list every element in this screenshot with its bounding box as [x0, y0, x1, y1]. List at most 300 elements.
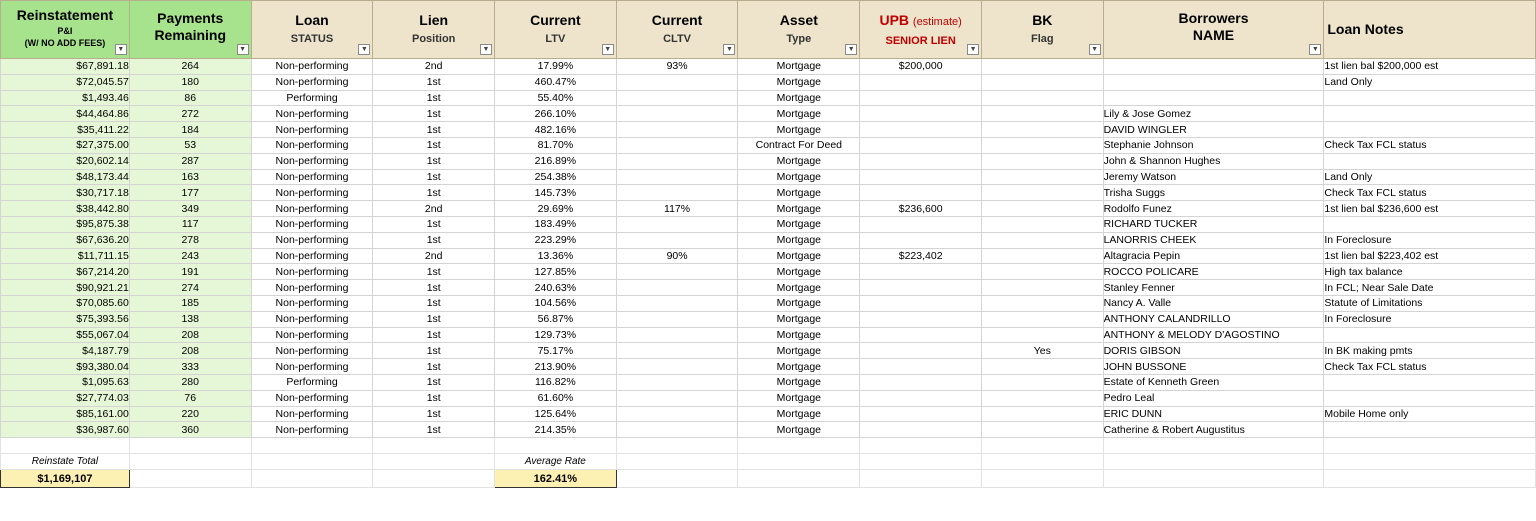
lien-position-cell[interactable]: 1st	[373, 106, 495, 122]
upb-cell[interactable]	[860, 74, 982, 90]
asset-type-cell[interactable]: Mortgage	[738, 390, 860, 406]
lien-position-cell[interactable]: 1st	[373, 422, 495, 438]
ltv-cell[interactable]: 223.29%	[495, 232, 617, 248]
cell[interactable]	[1324, 438, 1536, 454]
loan-notes-cell[interactable]: Land Only	[1324, 74, 1536, 90]
upb-cell[interactable]	[860, 185, 982, 201]
cell[interactable]	[373, 438, 495, 454]
dropdown-arrow-icon[interactable]: ▼	[845, 44, 857, 55]
lien-position-cell[interactable]: 1st	[373, 311, 495, 327]
loan-notes-cell[interactable]	[1324, 106, 1536, 122]
ltv-cell[interactable]: 55.40%	[495, 90, 617, 106]
payments-cell[interactable]: 272	[129, 106, 251, 122]
asset-type-cell[interactable]: Mortgage	[738, 90, 860, 106]
reinstatement-cell[interactable]: $27,375.00	[1, 137, 130, 153]
payments-cell[interactable]: 349	[129, 201, 251, 217]
dropdown-arrow-icon[interactable]: ▼	[115, 44, 127, 55]
loan-status-cell[interactable]: Non-performing	[251, 169, 373, 185]
asset-type-cell[interactable]: Mortgage	[738, 280, 860, 296]
loan-status-cell[interactable]: Non-performing	[251, 248, 373, 264]
dropdown-arrow-icon[interactable]: ▼	[967, 44, 979, 55]
ltv-cell[interactable]: 116.82%	[495, 374, 617, 390]
borrower-name-cell[interactable]: LANORRIS CHEEK	[1103, 232, 1324, 248]
upb-cell[interactable]	[860, 374, 982, 390]
cell[interactable]	[982, 470, 1104, 488]
payments-cell[interactable]: 274	[129, 280, 251, 296]
bk-flag-cell[interactable]	[982, 106, 1104, 122]
bk-flag-cell[interactable]	[982, 122, 1104, 138]
cltv-cell[interactable]	[616, 122, 738, 138]
ltv-cell[interactable]: 125.64%	[495, 406, 617, 422]
loan-notes-cell[interactable]: 1st lien bal $236,600 est	[1324, 201, 1536, 217]
loan-status-cell[interactable]: Non-performing	[251, 343, 373, 359]
cell[interactable]	[738, 454, 860, 470]
reinstatement-cell[interactable]: $55,067.04	[1, 327, 130, 343]
loan-notes-cell[interactable]: Check Tax FCL status	[1324, 185, 1536, 201]
asset-type-cell[interactable]: Mortgage	[738, 122, 860, 138]
cltv-cell[interactable]: 117%	[616, 201, 738, 217]
loan-status-cell[interactable]: Non-performing	[251, 422, 373, 438]
loan-notes-cell[interactable]: Land Only	[1324, 169, 1536, 185]
upb-cell[interactable]: $223,402	[860, 248, 982, 264]
loan-notes-cell[interactable]: In Foreclosure	[1324, 311, 1536, 327]
cell[interactable]	[860, 470, 982, 488]
reinstatement-cell[interactable]: $67,214.20	[1, 264, 130, 280]
bk-flag-cell[interactable]	[982, 359, 1104, 375]
cell[interactable]	[129, 470, 251, 488]
reinstatement-cell[interactable]: $75,393.56	[1, 311, 130, 327]
borrower-name-cell[interactable]: Stanley Fenner	[1103, 280, 1324, 296]
upb-cell[interactable]	[860, 106, 982, 122]
ltv-cell[interactable]: 254.38%	[495, 169, 617, 185]
borrower-name-cell[interactable]: ANTHONY CALANDRILLO	[1103, 311, 1324, 327]
loan-notes-cell[interactable]: Check Tax FCL status	[1324, 359, 1536, 375]
bk-flag-cell[interactable]	[982, 406, 1104, 422]
borrower-name-cell[interactable]: JOHN BUSSONE	[1103, 359, 1324, 375]
cltv-cell[interactable]	[616, 343, 738, 359]
cltv-cell[interactable]	[616, 327, 738, 343]
asset-type-cell[interactable]: Mortgage	[738, 59, 860, 75]
loan-notes-cell[interactable]: In FCL; Near Sale Date	[1324, 280, 1536, 296]
lien-position-cell[interactable]: 1st	[373, 406, 495, 422]
loan-status-cell[interactable]: Non-performing	[251, 201, 373, 217]
loan-notes-cell[interactable]: In BK making pmts	[1324, 343, 1536, 359]
upb-cell[interactable]	[860, 359, 982, 375]
ltv-cell[interactable]: 216.89%	[495, 153, 617, 169]
payments-cell[interactable]: 220	[129, 406, 251, 422]
dropdown-arrow-icon[interactable]: ▼	[602, 44, 614, 55]
ltv-cell[interactable]: 240.63%	[495, 280, 617, 296]
borrower-name-cell[interactable]: Rodolfo Funez	[1103, 201, 1324, 217]
cell[interactable]	[616, 454, 738, 470]
loan-notes-cell[interactable]	[1324, 90, 1536, 106]
lien-position-cell[interactable]: 1st	[373, 280, 495, 296]
cltv-cell[interactable]	[616, 374, 738, 390]
borrower-name-cell[interactable]: Estate of Kenneth Green	[1103, 374, 1324, 390]
loan-status-cell[interactable]: Non-performing	[251, 185, 373, 201]
bk-flag-cell[interactable]	[982, 74, 1104, 90]
upb-cell[interactable]: $200,000	[860, 59, 982, 75]
loan-status-cell[interactable]: Non-performing	[251, 232, 373, 248]
lien-position-cell[interactable]: 1st	[373, 216, 495, 232]
cltv-cell[interactable]	[616, 422, 738, 438]
cell[interactable]	[251, 438, 373, 454]
lien-position-cell[interactable]: 1st	[373, 374, 495, 390]
ltv-cell[interactable]: 183.49%	[495, 216, 617, 232]
lien-position-cell[interactable]: 1st	[373, 185, 495, 201]
loan-status-cell[interactable]: Non-performing	[251, 327, 373, 343]
cltv-cell[interactable]	[616, 311, 738, 327]
cell[interactable]	[860, 438, 982, 454]
reinstatement-cell[interactable]: $1,493.46	[1, 90, 130, 106]
loan-status-cell[interactable]: Non-performing	[251, 295, 373, 311]
bk-flag-cell[interactable]	[982, 248, 1104, 264]
upb-cell[interactable]	[860, 137, 982, 153]
cell[interactable]	[1103, 438, 1324, 454]
lien-position-cell[interactable]: 1st	[373, 295, 495, 311]
upb-cell[interactable]	[860, 422, 982, 438]
reinstatement-cell[interactable]: $93,380.04	[1, 359, 130, 375]
cell[interactable]	[738, 438, 860, 454]
upb-cell[interactable]	[860, 406, 982, 422]
reinstate-total-value[interactable]: $1,169,107	[1, 470, 130, 488]
bk-flag-cell[interactable]	[982, 327, 1104, 343]
asset-type-cell[interactable]: Mortgage	[738, 153, 860, 169]
cell[interactable]	[860, 454, 982, 470]
borrower-name-cell[interactable]: Nancy A. Valle	[1103, 295, 1324, 311]
borrower-name-cell[interactable]: Pedro Leal	[1103, 390, 1324, 406]
cell[interactable]	[982, 454, 1104, 470]
bk-flag-cell[interactable]	[982, 422, 1104, 438]
asset-type-cell[interactable]: Contract For Deed	[738, 137, 860, 153]
upb-cell[interactable]	[860, 343, 982, 359]
borrower-name-cell[interactable]	[1103, 59, 1324, 75]
cell[interactable]	[982, 438, 1104, 454]
payments-cell[interactable]: 53	[129, 137, 251, 153]
reinstatement-cell[interactable]: $36,987.60	[1, 422, 130, 438]
cell[interactable]	[738, 470, 860, 488]
ltv-cell[interactable]: 127.85%	[495, 264, 617, 280]
cltv-cell[interactable]	[616, 74, 738, 90]
ltv-cell[interactable]: 214.35%	[495, 422, 617, 438]
asset-type-cell[interactable]: Mortgage	[738, 248, 860, 264]
asset-type-cell[interactable]: Mortgage	[738, 185, 860, 201]
cell[interactable]	[495, 438, 617, 454]
bk-flag-cell[interactable]	[982, 311, 1104, 327]
dropdown-arrow-icon[interactable]: ▼	[723, 44, 735, 55]
bk-flag-cell[interactable]: Yes	[982, 343, 1104, 359]
average-rate-value[interactable]: 162.41%	[495, 470, 617, 488]
payments-cell[interactable]: 177	[129, 185, 251, 201]
borrower-name-cell[interactable]: Altagracia Pepin	[1103, 248, 1324, 264]
cell[interactable]	[1324, 470, 1536, 488]
borrower-name-cell[interactable]: ANTHONY & MELODY D'AGOSTINO	[1103, 327, 1324, 343]
ltv-cell[interactable]: 56.87%	[495, 311, 617, 327]
reinstatement-cell[interactable]: $11,711.15	[1, 248, 130, 264]
loan-notes-cell[interactable]: Check Tax FCL status	[1324, 137, 1536, 153]
upb-cell[interactable]	[860, 295, 982, 311]
loan-notes-cell[interactable]	[1324, 422, 1536, 438]
cltv-cell[interactable]	[616, 232, 738, 248]
bk-flag-cell[interactable]	[982, 137, 1104, 153]
reinstatement-cell[interactable]: $95,875.38	[1, 216, 130, 232]
ltv-cell[interactable]: 482.16%	[495, 122, 617, 138]
bk-flag-cell[interactable]	[982, 90, 1104, 106]
payments-cell[interactable]: 180	[129, 74, 251, 90]
lien-position-cell[interactable]: 1st	[373, 137, 495, 153]
payments-cell[interactable]: 185	[129, 295, 251, 311]
upb-cell[interactable]	[860, 311, 982, 327]
upb-cell[interactable]	[860, 232, 982, 248]
loan-notes-cell[interactable]: 1st lien bal $200,000 est	[1324, 59, 1536, 75]
bk-flag-cell[interactable]	[982, 295, 1104, 311]
dropdown-arrow-icon[interactable]: ▼	[1309, 44, 1321, 55]
borrower-name-cell[interactable]: ERIC DUNN	[1103, 406, 1324, 422]
bk-flag-cell[interactable]	[982, 264, 1104, 280]
bk-flag-cell[interactable]	[982, 201, 1104, 217]
bk-flag-cell[interactable]	[982, 390, 1104, 406]
cltv-cell[interactable]	[616, 359, 738, 375]
cltv-cell[interactable]	[616, 390, 738, 406]
cell[interactable]	[616, 470, 738, 488]
upb-cell[interactable]	[860, 122, 982, 138]
borrower-name-cell[interactable]	[1103, 74, 1324, 90]
upb-cell[interactable]	[860, 153, 982, 169]
ltv-cell[interactable]: 75.17%	[495, 343, 617, 359]
loan-notes-cell[interactable]	[1324, 327, 1536, 343]
lien-position-cell[interactable]: 1st	[373, 90, 495, 106]
asset-type-cell[interactable]: Mortgage	[738, 216, 860, 232]
asset-type-cell[interactable]: Mortgage	[738, 106, 860, 122]
loan-status-cell[interactable]: Non-performing	[251, 137, 373, 153]
ltv-cell[interactable]: 104.56%	[495, 295, 617, 311]
lien-position-cell[interactable]: 1st	[373, 359, 495, 375]
upb-cell[interactable]: $236,600	[860, 201, 982, 217]
cell[interactable]	[251, 454, 373, 470]
upb-cell[interactable]	[860, 216, 982, 232]
loan-status-cell[interactable]: Non-performing	[251, 153, 373, 169]
payments-cell[interactable]: 163	[129, 169, 251, 185]
lien-position-cell[interactable]: 1st	[373, 122, 495, 138]
cltv-cell[interactable]: 90%	[616, 248, 738, 264]
payments-cell[interactable]: 243	[129, 248, 251, 264]
borrower-name-cell[interactable]: ROCCO POLICARE	[1103, 264, 1324, 280]
payments-cell[interactable]: 264	[129, 59, 251, 75]
cell[interactable]	[373, 454, 495, 470]
loan-notes-cell[interactable]: In Foreclosure	[1324, 232, 1536, 248]
reinstatement-cell[interactable]: $90,921.21	[1, 280, 130, 296]
ltv-cell[interactable]: 145.73%	[495, 185, 617, 201]
ltv-cell[interactable]: 61.60%	[495, 390, 617, 406]
reinstatement-cell[interactable]: $4,187.79	[1, 343, 130, 359]
borrower-name-cell[interactable]: DAVID WINGLER	[1103, 122, 1324, 138]
bk-flag-cell[interactable]	[982, 280, 1104, 296]
reinstatement-cell[interactable]: $1,095.63	[1, 374, 130, 390]
borrower-name-cell[interactable]: Lily & Jose Gomez	[1103, 106, 1324, 122]
loan-notes-cell[interactable]	[1324, 216, 1536, 232]
lien-position-cell[interactable]: 1st	[373, 169, 495, 185]
loan-status-cell[interactable]: Non-performing	[251, 74, 373, 90]
payments-cell[interactable]: 333	[129, 359, 251, 375]
dropdown-arrow-icon[interactable]: ▼	[358, 44, 370, 55]
cell[interactable]	[616, 438, 738, 454]
cell[interactable]	[251, 470, 373, 488]
cltv-cell[interactable]	[616, 280, 738, 296]
cltv-cell[interactable]	[616, 185, 738, 201]
cell[interactable]	[129, 438, 251, 454]
payments-cell[interactable]: 287	[129, 153, 251, 169]
loan-status-cell[interactable]: Performing	[251, 374, 373, 390]
payments-cell[interactable]: 117	[129, 216, 251, 232]
loan-status-cell[interactable]: Non-performing	[251, 280, 373, 296]
cell[interactable]	[1103, 454, 1324, 470]
borrower-name-cell[interactable]: Catherine & Robert Augustitus	[1103, 422, 1324, 438]
dropdown-arrow-icon[interactable]: ▼	[480, 44, 492, 55]
borrower-name-cell[interactable]: Trisha Suggs	[1103, 185, 1324, 201]
cltv-cell[interactable]	[616, 216, 738, 232]
lien-position-cell[interactable]: 1st	[373, 74, 495, 90]
bk-flag-cell[interactable]	[982, 153, 1104, 169]
loan-notes-cell[interactable]	[1324, 122, 1536, 138]
bk-flag-cell[interactable]	[982, 232, 1104, 248]
cltv-cell[interactable]	[616, 264, 738, 280]
ltv-cell[interactable]: 460.47%	[495, 74, 617, 90]
borrower-name-cell[interactable]: RICHARD TUCKER	[1103, 216, 1324, 232]
reinstatement-cell[interactable]: $67,891.18	[1, 59, 130, 75]
lien-position-cell[interactable]: 2nd	[373, 248, 495, 264]
loan-status-cell[interactable]: Non-performing	[251, 122, 373, 138]
payments-cell[interactable]: 280	[129, 374, 251, 390]
reinstatement-cell[interactable]: $70,085.60	[1, 295, 130, 311]
cltv-cell[interactable]	[616, 169, 738, 185]
payments-cell[interactable]: 208	[129, 343, 251, 359]
upb-cell[interactable]	[860, 390, 982, 406]
ltv-cell[interactable]: 129.73%	[495, 327, 617, 343]
cltv-cell[interactable]: 93%	[616, 59, 738, 75]
loan-status-cell[interactable]: Non-performing	[251, 106, 373, 122]
lien-position-cell[interactable]: 2nd	[373, 201, 495, 217]
bk-flag-cell[interactable]	[982, 374, 1104, 390]
cltv-cell[interactable]	[616, 90, 738, 106]
ltv-cell[interactable]: 266.10%	[495, 106, 617, 122]
loan-status-cell[interactable]: Non-performing	[251, 390, 373, 406]
loan-notes-cell[interactable]	[1324, 390, 1536, 406]
upb-cell[interactable]	[860, 169, 982, 185]
payments-cell[interactable]: 278	[129, 232, 251, 248]
reinstatement-cell[interactable]: $35,411.22	[1, 122, 130, 138]
bk-flag-cell[interactable]	[982, 169, 1104, 185]
dropdown-arrow-icon[interactable]: ▼	[1089, 44, 1101, 55]
payments-cell[interactable]: 208	[129, 327, 251, 343]
upb-cell[interactable]	[860, 327, 982, 343]
bk-flag-cell[interactable]	[982, 216, 1104, 232]
borrower-name-cell[interactable]: Jeremy Watson	[1103, 169, 1324, 185]
borrower-name-cell[interactable]: Stephanie Johnson	[1103, 137, 1324, 153]
asset-type-cell[interactable]: Mortgage	[738, 327, 860, 343]
upb-cell[interactable]	[860, 90, 982, 106]
lien-position-cell[interactable]: 1st	[373, 327, 495, 343]
loan-notes-cell[interactable]	[1324, 153, 1536, 169]
upb-cell[interactable]	[860, 264, 982, 280]
reinstatement-cell[interactable]: $48,173.44	[1, 169, 130, 185]
payments-cell[interactable]: 76	[129, 390, 251, 406]
asset-type-cell[interactable]: Mortgage	[738, 422, 860, 438]
asset-type-cell[interactable]: Mortgage	[738, 264, 860, 280]
cell[interactable]	[373, 470, 495, 488]
ltv-cell[interactable]: 17.99%	[495, 59, 617, 75]
payments-cell[interactable]: 184	[129, 122, 251, 138]
cltv-cell[interactable]	[616, 106, 738, 122]
loan-status-cell[interactable]: Non-performing	[251, 264, 373, 280]
loan-notes-cell[interactable]: Statute of Limitations	[1324, 295, 1536, 311]
upb-cell[interactable]	[860, 280, 982, 296]
lien-position-cell[interactable]: 1st	[373, 264, 495, 280]
loan-status-cell[interactable]: Non-performing	[251, 406, 373, 422]
asset-type-cell[interactable]: Mortgage	[738, 232, 860, 248]
reinstatement-cell[interactable]: $85,161.00	[1, 406, 130, 422]
asset-type-cell[interactable]: Mortgage	[738, 343, 860, 359]
reinstatement-cell[interactable]: $27,774.03	[1, 390, 130, 406]
borrower-name-cell[interactable]	[1103, 90, 1324, 106]
cell[interactable]	[1, 438, 130, 454]
borrower-name-cell[interactable]: DORIS GIBSON	[1103, 343, 1324, 359]
cltv-cell[interactable]	[616, 295, 738, 311]
loan-status-cell[interactable]: Non-performing	[251, 359, 373, 375]
loan-status-cell[interactable]: Non-performing	[251, 59, 373, 75]
payments-cell[interactable]: 191	[129, 264, 251, 280]
ltv-cell[interactable]: 29.69%	[495, 201, 617, 217]
cell[interactable]	[1103, 470, 1324, 488]
cltv-cell[interactable]	[616, 406, 738, 422]
loan-notes-cell[interactable]: High tax balance	[1324, 264, 1536, 280]
loan-notes-cell[interactable]	[1324, 374, 1536, 390]
asset-type-cell[interactable]: Mortgage	[738, 406, 860, 422]
loan-status-cell[interactable]: Non-performing	[251, 311, 373, 327]
reinstatement-cell[interactable]: $67,636.20	[1, 232, 130, 248]
ltv-cell[interactable]: 213.90%	[495, 359, 617, 375]
loan-status-cell[interactable]: Non-performing	[251, 216, 373, 232]
bk-flag-cell[interactable]	[982, 59, 1104, 75]
reinstatement-cell[interactable]: $20,602.14	[1, 153, 130, 169]
asset-type-cell[interactable]: Mortgage	[738, 374, 860, 390]
cltv-cell[interactable]	[616, 137, 738, 153]
ltv-cell[interactable]: 81.70%	[495, 137, 617, 153]
asset-type-cell[interactable]: Mortgage	[738, 74, 860, 90]
ltv-cell[interactable]: 13.36%	[495, 248, 617, 264]
asset-type-cell[interactable]: Mortgage	[738, 201, 860, 217]
payments-cell[interactable]: 86	[129, 90, 251, 106]
payments-cell[interactable]: 360	[129, 422, 251, 438]
cltv-cell[interactable]	[616, 153, 738, 169]
reinstatement-cell[interactable]: $30,717.18	[1, 185, 130, 201]
lien-position-cell[interactable]: 1st	[373, 390, 495, 406]
cell[interactable]	[129, 454, 251, 470]
bk-flag-cell[interactable]	[982, 185, 1104, 201]
loan-status-cell[interactable]: Performing	[251, 90, 373, 106]
reinstatement-cell[interactable]: $38,442.80	[1, 201, 130, 217]
loan-notes-cell[interactable]: 1st lien bal $223,402 est	[1324, 248, 1536, 264]
payments-cell[interactable]: 138	[129, 311, 251, 327]
reinstatement-cell[interactable]: $44,464.86	[1, 106, 130, 122]
lien-position-cell[interactable]: 1st	[373, 343, 495, 359]
cell[interactable]	[1324, 454, 1536, 470]
lien-position-cell[interactable]: 2nd	[373, 59, 495, 75]
asset-type-cell[interactable]: Mortgage	[738, 169, 860, 185]
lien-position-cell[interactable]: 1st	[373, 232, 495, 248]
asset-type-cell[interactable]: Mortgage	[738, 295, 860, 311]
borrower-name-cell[interactable]: John & Shannon Hughes	[1103, 153, 1324, 169]
dropdown-arrow-icon[interactable]: ▼	[237, 44, 249, 55]
